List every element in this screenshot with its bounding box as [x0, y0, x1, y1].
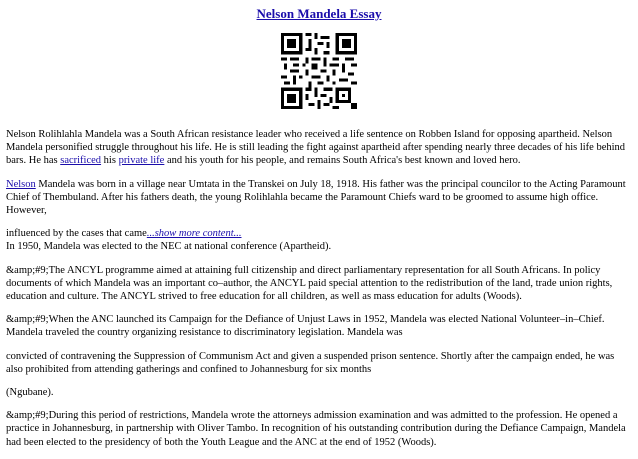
paragraph-9: &amp;#9;During this period of restrictions, Mandela wrote the attorneys admission examination and was admitted to the profession. He opened a practice in Johannesburg, in partnership with Oliver Tambo. In recognition of his outstanding contribution during the Defiance Campaign, Mandela had been elected to the presidency of both the Youth League and the ANC at the end of 1952 (Woods).: [6, 410, 626, 448]
qr-code-icon: [281, 33, 357, 109]
paragraph-3: influenced by the cases that came...show more content...: [6, 228, 242, 240]
paragraph-1: Nelson Rolihlahla Mandela was a South African resistance leader who received a life sentence on Robben Island for opposing apartheid. Nelson Mandela personified struggle throughout his life. He is still leading the fight against apartheid after spending nearly three decades of his life behind bars. He has sacrificed his private life and his youth for his people, and remains South Africa's best known and loved hero.: [6, 129, 626, 167]
page-title: [0, 6, 638, 22]
paragraph-4: In 1950, Mandela was elected to the NEC at national conference (Apartheid).: [6, 241, 332, 253]
private-life-link[interactable]: private life: [118, 155, 165, 167]
nelson-link[interactable]: Nelson: [6, 178, 36, 190]
sacrificed-link[interactable]: sacrificed: [60, 155, 102, 167]
show-more-link[interactable]: ...show more content...: [146, 228, 242, 240]
paragraph-5: &amp;#9;The ANCYL programme aimed at attaining full citizenship and direct parliamentary representation for all South Africans. In policy documents of which Mandela was an important co–author, the ANCYL paid special attention to the redistribution of the land, trade union rights, education and culture. The ANCYL strived to free education for all children, as well as mass education for adults (Woods).: [6, 264, 613, 303]
paragraph-7: convicted of contravening the Suppression of Communism Act and given a suspended prison sentence. Shortly after the campaign ended, he was also prohibited from attending gatherings and confined to Johannesburg for six months: [6, 350, 615, 375]
title-link[interactable]: Nelson Mandela Essay: [256, 6, 382, 21]
paragraph-6: &amp;#9;When the ANC launched its Campaign for the Defiance of Unjust Laws in 1952, Mandela was elected National Volunteer–in–Chief. Mandela traveled the country organizing resistance to discriminatory legislation. Mandela was: [6, 314, 605, 339]
essay-body: [6, 128, 632, 459]
paragraph-8: (Ngubane).: [6, 387, 54, 399]
paragraph-2: Nelson Mandela was born in a village near Umtata in the Transkei on July 18, 1918. His father was the principal councilor to the Acting Paramount Chief of Thembuland. After his fathers death, the young Rolihlahla became the Paramount Chiefs ward to be groomed to assume high office. However,: [6, 178, 626, 217]
